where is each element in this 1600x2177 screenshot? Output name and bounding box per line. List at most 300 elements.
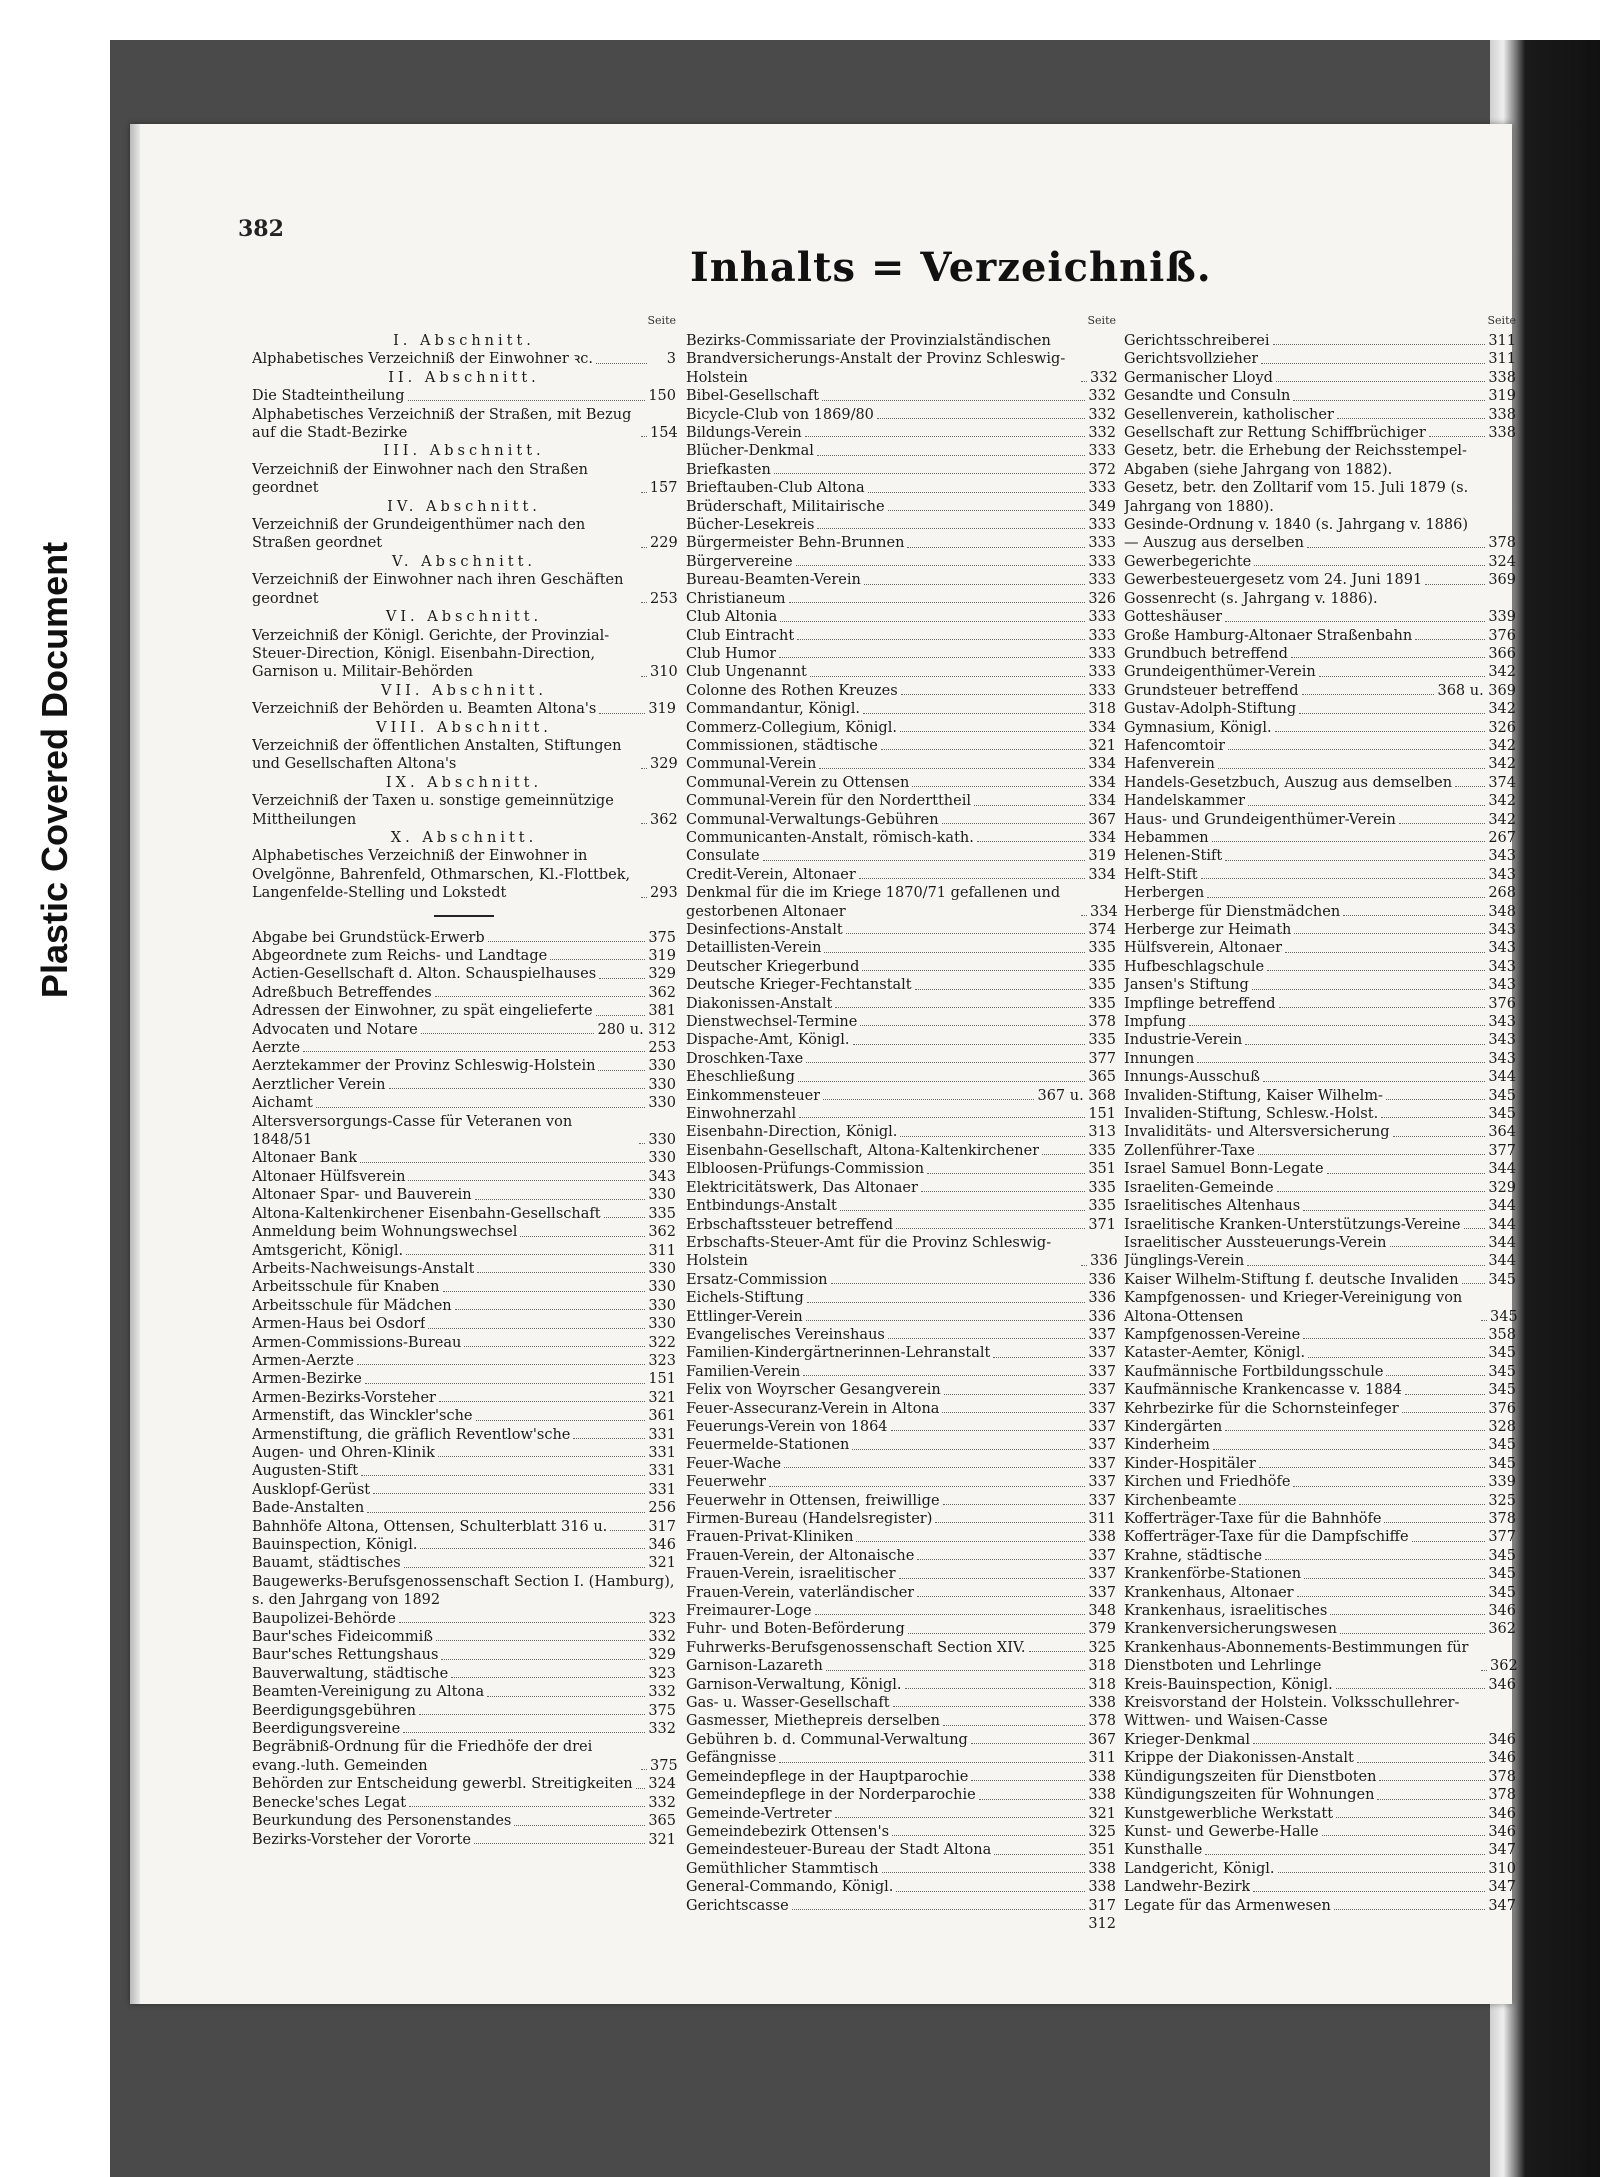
entry-text: Kunstgewerbliche Werkstatt <box>1124 1805 1334 1822</box>
entry-text: Aerztekammer der Provinz Schleswig-Holstein <box>252 1058 596 1075</box>
index-entry <box>1124 406 1516 424</box>
index-entry <box>252 1683 676 1701</box>
entry-page: 337 <box>1088 1437 1116 1454</box>
entry-page: 335 <box>1088 958 1116 975</box>
entry-text: Garnison-Verwaltung, Königl. <box>686 1676 902 1693</box>
dot-leader <box>598 1070 645 1071</box>
entry-text: Herberge für Dienstmädchen <box>1124 903 1341 920</box>
entry-page: 335 <box>1088 1142 1116 1159</box>
entry-text: Baupolizei-Behörde <box>252 1610 396 1627</box>
index-entry <box>686 1694 1116 1712</box>
entry-text: Arbeitsschule für Knaben <box>252 1279 440 1296</box>
entry-text: Baur'sches Fideicommiß <box>252 1629 433 1646</box>
index-entry <box>686 811 1116 829</box>
entry-page: 343 <box>1488 940 1516 957</box>
index-entry <box>252 1260 676 1278</box>
entry-text: Bureau-Beamten-Verein <box>686 572 861 589</box>
dot-leader <box>1336 1688 1486 1689</box>
index-entry <box>1124 1841 1516 1859</box>
index-entry <box>252 1113 676 1150</box>
entry-text: Grundbuch betreffend <box>1124 645 1288 662</box>
entry-text: Gesinde-Ordnung v. 1840 (s. Jahrgang v. 1886) <box>1124 517 1468 534</box>
entry-page: 318 <box>1088 1658 1116 1675</box>
dot-leader <box>1399 823 1485 824</box>
index-entry <box>1124 516 1516 534</box>
dot-leader <box>1294 933 1485 934</box>
index-entry <box>686 1565 1116 1583</box>
index-entry <box>686 1712 1116 1730</box>
index-entry <box>686 534 1116 552</box>
dot-leader <box>1357 1762 1485 1763</box>
entry-page: 343 <box>1488 1014 1516 1031</box>
index-entry <box>1124 1620 1516 1638</box>
index-entry <box>1124 442 1516 479</box>
dot-leader <box>789 602 1086 603</box>
index-entry <box>252 1407 676 1425</box>
entry-page: 351 <box>1088 1161 1116 1178</box>
index-entry <box>1124 1528 1516 1546</box>
dot-leader <box>862 970 1085 971</box>
index-entry <box>686 608 1116 626</box>
entry-page: 334 <box>1090 903 1118 920</box>
dot-leader <box>443 1291 646 1292</box>
index-entry <box>1124 1473 1516 1491</box>
index-entry <box>686 1676 1116 1694</box>
dot-leader <box>1481 1320 1487 1321</box>
entry-page: 342 <box>1488 811 1516 828</box>
entry-text: Beerdigungsgebühren <box>252 1702 417 1719</box>
entry-text: Arbeitsschule für Mädchen <box>252 1297 452 1314</box>
entry-text: Consulate <box>686 848 760 865</box>
entry-page: 343 <box>1488 1050 1516 1067</box>
entry-text: Armen-Haus bei Osdorf <box>252 1316 426 1333</box>
entry-page: 371 <box>1088 1216 1116 1233</box>
index-entry <box>252 1481 676 1499</box>
dot-leader <box>357 1364 645 1365</box>
dot-leader <box>806 1062 1085 1063</box>
entry-text: Haus- und Grundeigenthümer-Verein <box>1124 811 1396 828</box>
dot-leader <box>817 455 1085 456</box>
index-entry <box>686 700 1116 718</box>
index-entry <box>252 1278 676 1296</box>
index-entry <box>1124 1234 1516 1252</box>
index-entry <box>686 1602 1116 1620</box>
entry-text: Begräbniß-Ordnung für die Friedhöfe der drei evang.-luth. Gemeinden <box>252 1739 593 1774</box>
entry-page: 365 <box>1088 1069 1116 1086</box>
entry-text: Krankenhaus, Altonaer <box>1124 1584 1294 1601</box>
entry-page: 361 <box>648 1408 676 1425</box>
index-entry <box>252 929 676 947</box>
dot-leader <box>905 1688 1086 1689</box>
index-entry <box>686 1013 1116 1031</box>
entry-text: Bauinspection, Königl. <box>252 1537 418 1553</box>
dot-leader <box>1293 400 1485 401</box>
entry-text: Innungen <box>1124 1050 1195 1067</box>
index-entry <box>1124 424 1516 442</box>
section-heading: II. Abschnitt. <box>388 369 540 386</box>
entry-page: 335 <box>1088 1179 1116 1196</box>
dot-leader <box>831 1283 1086 1284</box>
entry-page: 378 <box>1088 1014 1116 1031</box>
dot-leader <box>1319 676 1486 677</box>
entry-text: Familien-Verein <box>686 1363 801 1380</box>
entry-page: 321 <box>648 1389 676 1406</box>
entry-page: 378 <box>1488 1787 1516 1804</box>
dot-leader <box>1308 1357 1485 1358</box>
dot-leader <box>441 1659 645 1660</box>
index-entry <box>1124 719 1516 737</box>
dot-leader <box>641 823 647 824</box>
entry-text: Eheschließung <box>686 1069 795 1086</box>
index-entry <box>686 921 1116 939</box>
index-entry <box>1124 608 1516 626</box>
section-heading: VI. Abschnitt. <box>385 609 543 626</box>
index-entry <box>686 774 1116 792</box>
index-entry <box>686 1344 1116 1362</box>
index-entry <box>1124 1602 1516 1620</box>
entry-text: Gerichtsvollzieher <box>1124 351 1259 368</box>
entry-text: Dispache-Amt, Königl. <box>686 1032 850 1049</box>
index-entry <box>252 1665 676 1683</box>
dot-leader <box>399 1622 646 1623</box>
entry-text: Handelskammer <box>1124 793 1246 810</box>
section-heading: VIII. Abschnitt. <box>376 719 552 736</box>
dot-leader <box>1336 1817 1485 1818</box>
entry-page: 351 <box>1088 1842 1116 1859</box>
dot-leader <box>807 1302 1086 1303</box>
index-entry <box>1124 1031 1516 1049</box>
index-entry <box>252 1518 676 1536</box>
entry-page: 337 <box>1088 1455 1116 1472</box>
dot-leader <box>439 1401 645 1402</box>
entry-page: 330 <box>648 1095 676 1112</box>
entry-text: Jansen's Stiftung <box>1124 977 1249 994</box>
index-entry <box>686 442 1116 460</box>
entry-page: 345 <box>1488 1345 1516 1362</box>
entry-text: Abgabe bei Grundstück-Erwerb <box>252 929 485 946</box>
entry-page: 377 <box>1488 1529 1516 1546</box>
entry-page: 331 <box>648 1463 676 1480</box>
entry-page: 345 <box>1490 1308 1518 1325</box>
index-entry <box>252 1646 676 1664</box>
dot-leader <box>641 602 647 603</box>
entry-text: Kreis-Bauinspection, Königl. <box>1124 1676 1333 1693</box>
dot-leader <box>798 1081 1085 1082</box>
entry-page: 321 <box>648 1831 676 1848</box>
index-entry <box>686 1400 1116 1418</box>
entry-text: Christianeum <box>686 590 786 607</box>
dot-leader <box>514 1825 645 1826</box>
dot-leader <box>763 860 1086 861</box>
entry-text: Altona-Kaltenkirchener Eisenbahn-Gesellschaft <box>252 1205 601 1222</box>
entry-text: Familien-Kindergärtnerinnen-Lehranstalt <box>686 1345 991 1362</box>
entry-page: 345 <box>1488 1547 1516 1564</box>
section-heading: V. Abschnitt. <box>391 553 537 570</box>
index-column-2 <box>686 314 1118 1933</box>
entry-text: Communal-Verein für den Norderttheil <box>686 793 971 810</box>
dot-leader <box>1303 1210 1485 1211</box>
dot-leader <box>488 941 646 942</box>
entry-text: Kreisvorstand der Holstein. Volksschullehrer-Wittwen- und Waisen-Casse <box>1124 1695 1460 1730</box>
dot-leader <box>892 1835 1085 1836</box>
dot-leader <box>1386 1099 1485 1100</box>
dot-leader <box>977 841 1085 842</box>
index-entry <box>1124 829 1516 847</box>
entry-text: Gesellenverein, katholischer <box>1124 406 1334 423</box>
entry-page: 338 <box>1088 1695 1116 1712</box>
entry-text: Bauverwaltung, städtische <box>252 1665 449 1682</box>
dot-leader <box>779 657 1085 658</box>
index-entry <box>252 1094 676 1112</box>
dot-leader <box>888 510 1086 511</box>
index-entry <box>252 461 676 498</box>
entry-text: Bade-Anstalten <box>252 1500 365 1517</box>
entry-text: Armenstiftung, die gräflich Reventlow'sche <box>252 1426 571 1443</box>
dot-leader <box>403 1732 645 1733</box>
dot-leader <box>891 1430 1086 1431</box>
entry-text: Detaillisten-Verein <box>686 940 822 957</box>
entry-page: 335 <box>1088 1032 1116 1049</box>
dot-leader <box>520 1236 645 1237</box>
index-entry <box>1124 1363 1516 1381</box>
index-entry <box>1124 1381 1516 1399</box>
index-entry <box>1124 1013 1516 1031</box>
dot-leader <box>436 1640 645 1641</box>
entry-page: 346 <box>648 1537 676 1553</box>
dot-leader <box>1275 731 1486 732</box>
index-entry <box>686 406 1116 424</box>
index-entry <box>1124 369 1516 387</box>
index-entry <box>1124 1639 1516 1676</box>
dot-leader <box>1042 1154 1085 1155</box>
entry-text: Elbloosen-Prüfungs-Commission <box>686 1161 925 1178</box>
dot-leader <box>641 676 647 677</box>
index-entry <box>686 1308 1116 1326</box>
entry-page: 157 <box>649 480 678 497</box>
entry-page: 336 <box>1090 1253 1118 1270</box>
entry-text: Club Humor <box>686 645 777 662</box>
dot-leader <box>1384 1522 1485 1523</box>
index-entry <box>686 1160 1116 1178</box>
entry-text: Kaufmännische Fortbildungsschule <box>1124 1363 1384 1380</box>
index-entry <box>1124 700 1516 718</box>
entry-text: Bicycle-Club von 1869/80 <box>686 406 874 423</box>
entry-page: 337 <box>1088 1474 1116 1491</box>
entry-text: Altonaer Bank <box>252 1150 358 1167</box>
dot-leader <box>409 1806 645 1807</box>
entry-page: 344 <box>1488 1198 1516 1215</box>
entry-page: 347 <box>1488 1842 1516 1859</box>
index-list <box>686 332 1116 1933</box>
dot-leader <box>641 1769 647 1770</box>
index-entry <box>1124 350 1516 368</box>
entry-page: 332 <box>648 1794 676 1811</box>
entry-text: Zollenführer-Taxe <box>1124 1142 1255 1159</box>
entry-text: Club Eintracht <box>686 627 795 644</box>
entry-page: 325 <box>1488 1492 1516 1509</box>
entry-text: Kunst- und Gewerbe-Halle <box>1124 1823 1319 1840</box>
dot-leader <box>971 1743 1085 1744</box>
dot-leader <box>881 749 1085 750</box>
entry-text: Kaiser Wilhelm-Stiftung f. deutsche Invaliden <box>1124 1271 1459 1288</box>
dot-leader <box>1276 381 1485 382</box>
index-entry <box>686 792 1116 810</box>
entry-text: Kindergärten <box>1124 1418 1223 1435</box>
entry-text: Krankenförbe-Stationen <box>1124 1566 1302 1583</box>
entry-text: Alphabetisches Verzeichniß der Straßen, mit Bezug auf die Stadt-Bezirke <box>252 406 632 442</box>
index-entry <box>686 1087 1116 1105</box>
index-entry <box>686 866 1116 884</box>
entry-page: 347 <box>1488 1879 1516 1896</box>
dot-leader <box>856 1541 1085 1542</box>
entry-text: Gemeindesteuer-Bureau der Stadt Altona <box>686 1842 992 1859</box>
entry-page: 334 <box>1088 719 1116 736</box>
entry-text: Gotteshäuser <box>1124 609 1223 626</box>
dot-leader <box>835 1007 1085 1008</box>
entry-text: Verzeichniß der Grundeigenthümer nach den Straßen geordnet <box>252 517 586 552</box>
dot-leader <box>361 1475 645 1476</box>
index-entry <box>1124 1326 1516 1344</box>
dot-leader <box>641 768 647 769</box>
entry-text: Bauamt, städtisches <box>252 1555 401 1572</box>
dot-leader <box>1327 1173 1486 1174</box>
entry-text: Bahnhöfe Altona, Ottensen, Schulterblatt 316 u. <box>252 1518 608 1535</box>
entry-page: 329 <box>650 756 678 773</box>
entry-text: Briefkasten <box>686 461 771 478</box>
entry-page: 377 <box>1088 1050 1116 1067</box>
dot-leader <box>1267 970 1485 971</box>
entry-text: Die Stadteintheilung <box>252 388 405 405</box>
index-entry <box>686 1584 1116 1602</box>
entry-page: 310 <box>1488 1860 1516 1877</box>
index-entry <box>252 792 676 829</box>
dot-leader <box>1337 418 1485 419</box>
index-entry <box>1124 847 1516 865</box>
entry-text: Verzeichniß der Behörden u. Beamten Altona's <box>252 701 597 718</box>
index-entry <box>252 984 676 1002</box>
entry-page: 374 <box>1488 774 1516 791</box>
entry-page: 337 <box>1088 1547 1116 1564</box>
dot-leader <box>896 1891 1085 1892</box>
entry-page: 330 <box>648 1058 676 1075</box>
entry-text: Commerz-Collegium, Königl. <box>686 719 897 736</box>
dot-leader <box>641 436 647 437</box>
entry-text: Denkmal für die im Kriege 1870/71 gefallenen und gestorbenen Altonaer <box>686 885 1061 920</box>
index-entry <box>686 1216 1116 1234</box>
dot-leader <box>859 878 1086 879</box>
index-entry <box>686 1068 1116 1086</box>
index-entry <box>1124 1805 1516 1823</box>
entry-page: 267 <box>1488 829 1516 846</box>
entry-text: Fuhr- und Boten-Beförderung <box>686 1621 905 1638</box>
entry-text: Bürgermeister Behn-Brunnen <box>686 535 905 552</box>
entry-text: Gas- u. Wasser-Gesellschaft <box>686 1695 890 1712</box>
dot-leader <box>1254 565 1485 566</box>
entry-page: 345 <box>1488 1271 1516 1288</box>
index-entry <box>686 1142 1116 1160</box>
dot-leader <box>641 492 647 493</box>
entry-text: Frauen-Verein, vaterländischer <box>686 1584 915 1601</box>
index-entry <box>686 516 1116 534</box>
entry-text: Impfung <box>1124 1014 1187 1031</box>
entry-page: 334 <box>1088 793 1116 810</box>
entry-page: 337 <box>1088 1566 1116 1583</box>
index-entry <box>1124 387 1516 405</box>
dot-leader <box>852 1449 1085 1450</box>
index-entry <box>686 1731 1116 1749</box>
entry-page: 343 <box>1488 866 1516 883</box>
entry-page: 319 <box>648 948 676 964</box>
entry-text: Kirchenbeamte <box>1124 1492 1237 1509</box>
entry-page: 268 <box>1488 885 1516 902</box>
entry-page: 150 <box>648 388 676 405</box>
entry-page: 332 <box>1090 369 1118 386</box>
entry-text: Einkommensteuer <box>686 1087 821 1104</box>
index-entry <box>252 1186 676 1204</box>
index-entry <box>1124 1860 1516 1878</box>
dot-leader <box>853 1044 1086 1045</box>
entry-page: 330 <box>648 1132 677 1149</box>
dot-leader <box>367 1512 645 1513</box>
entry-text: Dienstwechsel-Termine <box>686 1014 858 1031</box>
index-entry <box>1124 1768 1516 1786</box>
entry-text: Aerztlicher Verein <box>252 1076 386 1093</box>
index-entry <box>252 1536 676 1554</box>
dot-leader <box>435 996 646 997</box>
entry-page: 330 <box>648 1187 676 1204</box>
dot-leader <box>1228 749 1485 750</box>
entry-text: Gemeindebezirk Ottensen's <box>686 1823 890 1840</box>
dot-leader <box>1258 1154 1485 1155</box>
dot-leader <box>1212 841 1486 842</box>
index-entry <box>686 1197 1116 1215</box>
entry-text: Gemeindepflege in der Norderparochie <box>686 1787 976 1804</box>
index-entry <box>252 947 676 965</box>
index-entry <box>686 1363 1116 1381</box>
dot-leader <box>421 1033 595 1034</box>
entry-text: Landgericht, Königl. <box>1124 1860 1275 1877</box>
entry-page: 338 <box>1088 1860 1116 1877</box>
entry-text: Gebühren b. d. Communal-Verwaltung <box>686 1731 968 1748</box>
dot-leader <box>1278 1872 1486 1873</box>
dot-leader <box>1381 1117 1485 1118</box>
dot-leader <box>604 1217 646 1218</box>
entry-page: 348 <box>1088 1603 1116 1620</box>
entry-text: Bücher-Lesekreis <box>686 517 815 534</box>
dot-leader <box>408 1180 645 1181</box>
dot-leader <box>806 1320 1086 1321</box>
entry-text: Freimaurer-Loge <box>686 1603 812 1620</box>
dot-leader <box>408 400 646 401</box>
entry-text: Hafenverein <box>1124 756 1215 773</box>
entry-page: 311 <box>648 1242 676 1259</box>
index-entry <box>1124 737 1516 755</box>
dot-leader <box>863 713 1085 714</box>
entry-text: Grundsteuer betreffend <box>1124 682 1299 699</box>
index-entry <box>1124 1252 1516 1270</box>
dot-leader <box>477 1272 645 1273</box>
index-entry <box>686 682 1116 700</box>
entry-page: 319 <box>1488 388 1516 405</box>
index-entry <box>252 1352 676 1370</box>
dot-leader <box>1253 1891 1485 1892</box>
entry-text: Kaufmännische Krankencasse v. 1884 <box>1124 1382 1402 1399</box>
entry-text: Hülfsverein, Altonaer <box>1124 940 1283 957</box>
entry-page: 339 <box>1488 609 1516 626</box>
entry-page: 311 <box>1488 333 1516 349</box>
dot-leader <box>610 1530 645 1531</box>
entry-text: Kunsthalle <box>1124 1842 1203 1859</box>
